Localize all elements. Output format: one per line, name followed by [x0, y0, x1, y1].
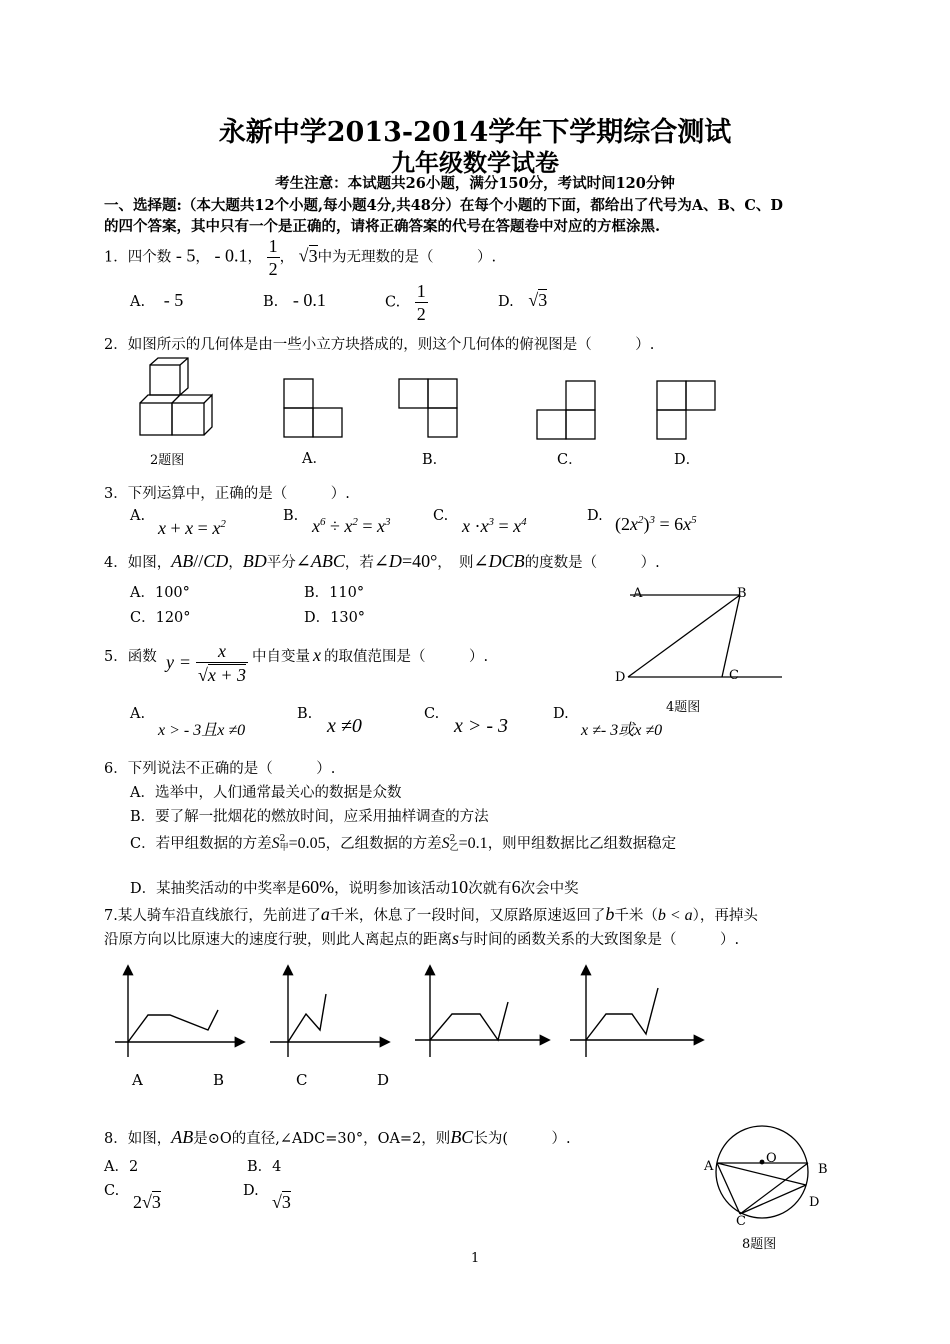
- point-d-label: D: [809, 1195, 820, 1210]
- q5-option-a: x > - 3且x ≠0: [158, 722, 246, 739]
- exam-notice: 考生注意：本试题共26小题，满分150分，考试时间120分钟: [275, 175, 675, 192]
- q5-fraction: x √x + 3: [197, 641, 247, 685]
- q8-option-b: B．4: [247, 1159, 282, 1175]
- question-6: 6．下列说法不正确的是（ ）.: [104, 761, 336, 777]
- point-a-label: A: [704, 1159, 714, 1174]
- q5-option-d-label: D.: [553, 706, 569, 722]
- section-heading-line1: 一、选择题:（本大题共12个小题,每小题4分,共48分）在每个小题的下面，都给出了代号为A、B、C、D: [104, 197, 784, 214]
- q5-option-c: x > - 3: [454, 715, 509, 737]
- question-4: 4．如图，AB//CD，BD平分∠ABC，若∠D=40°， 则∠DCB的度数是（ ）.: [104, 551, 660, 571]
- q2-figure-label: 2题图: [150, 453, 185, 468]
- question-2: 2．如图所示的几何体是由一些小立方块搭成的，则这个几何体的俯视图是（ ）.: [104, 337, 655, 353]
- q2-option-d: D．: [674, 452, 701, 468]
- q8-figure-label: 8题图: [742, 1237, 777, 1252]
- q7-graphs: [110, 962, 710, 1062]
- q6-option-a: A．选举中，人们通常最关心的数据是众数: [130, 785, 402, 801]
- point-o-label: O: [766, 1151, 777, 1166]
- q2-option-d-view: [656, 380, 718, 440]
- q5-y: y: [166, 652, 174, 672]
- q3-option-a-label: A.: [130, 508, 146, 524]
- q3-option-d: $(2x^2)^3 = 6x^5$: [615, 514, 697, 534]
- q3-option-b-label: B.: [283, 508, 299, 524]
- question-7-line2: 沿原方向以比原速大的速度行驶，则此人离起点的距离s与时间的函数关系的大致图象是（ ）.: [104, 928, 740, 948]
- q1-option-d: D. √3: [498, 290, 548, 310]
- q2-option-a: A．: [302, 451, 327, 467]
- q8-option-c: 2√3: [133, 1192, 161, 1212]
- point-c-label: C: [736, 1214, 746, 1229]
- q5-option-d: x ≠- 3或x ≠0: [581, 722, 663, 739]
- q8-option-d: √3: [272, 1192, 291, 1212]
- q1-option-b: B. - 0.1: [263, 290, 326, 310]
- q8-option-c-label: C.: [104, 1183, 120, 1199]
- question-8: 8．如图，AB是⊙O的直径,∠ADC=30°，OA=2，则BC长为( ）.: [104, 1127, 571, 1147]
- q6-option-b: B．要了解一批烟花的燃放时间，应采用抽样调查的方法: [130, 809, 489, 825]
- q5-option-c-label: C.: [424, 706, 440, 722]
- question-7-line1: 7.某人骑车沿直线旅行，先前进了a千米，休息了一段时间，又原路原速返回了b千米（b < a），再掉头: [104, 904, 758, 924]
- point-c-label: C: [729, 668, 739, 683]
- q4-option-a: A．100°: [130, 585, 190, 601]
- q7-label-c: C: [296, 1071, 308, 1089]
- q6-option-d: D．某抽奖活动的中奖率是60%，说明参加该活动10次就有6次会中奖: [130, 877, 579, 897]
- q8-circle-figure: [700, 1110, 830, 1235]
- page-subtitle: 九年级数学试卷: [391, 148, 559, 177]
- page-title: 永新中学2013-2014学年下学期综合测试: [218, 117, 732, 148]
- q2-option-b: B．: [422, 452, 448, 468]
- q1-option-a: A. - 5: [130, 290, 184, 310]
- q7-label-d: D: [377, 1071, 390, 1089]
- sqrt: √3: [298, 245, 318, 266]
- q5-option-a-label: A.: [130, 706, 146, 722]
- q2-option-a-view: [283, 378, 343, 438]
- section-heading-line2: 的四个答案，其中只有一个是正确的，请将正确答案的代号在答题卷中对应的方框涂黑.: [104, 218, 661, 235]
- q4-option-d: D．130°: [304, 610, 366, 626]
- q7-label-b: B: [213, 1071, 225, 1089]
- page-number: 1: [471, 1251, 480, 1266]
- q7-label-a: A: [132, 1071, 143, 1089]
- q5-eq: =: [180, 652, 191, 672]
- q2-solid-figure: [138, 355, 218, 440]
- q5-option-b: x ≠0: [327, 715, 362, 737]
- q3-option-d-label: D.: [587, 508, 603, 524]
- question-3: 3．下列运算中，正确的是（ ）.: [104, 486, 350, 502]
- q5-option-b-label: B.: [297, 706, 313, 722]
- fraction: $\frac{1}{2}$: [268, 236, 278, 279]
- q4-option-c: C．120°: [130, 610, 191, 626]
- q3-option-a: $x + x = x^2$: [158, 518, 226, 538]
- q3-option-c: $x \cdot x^3 = x^4$: [462, 516, 527, 536]
- point-b-label: B: [818, 1162, 828, 1177]
- q1-option-c: C. $\frac{1}{2}$: [385, 281, 426, 324]
- point-d-label: D: [615, 670, 626, 685]
- q3-option-b: $x^6 \div x^2 = x^3$: [312, 516, 391, 536]
- q8-option-a: A．2: [104, 1159, 139, 1175]
- q2-option-c-view: [536, 380, 596, 440]
- question-1: 1．四个数 - 5， - 0.1， $\frac{1}{2}$ ， √3中为无理数的是（ ）.: [104, 236, 497, 279]
- q2-option-c: C．: [557, 452, 583, 468]
- q6-option-c: C．若甲组数据的方差S 2 甲 =0.05，乙组数据的方差S 2 乙 =0.1，则甲组数据比乙组数据稳定: [130, 834, 677, 853]
- q3-option-c-label: C.: [433, 508, 449, 524]
- q8-option-d-label: D.: [243, 1183, 259, 1199]
- point-a-label: A: [633, 586, 643, 601]
- question-5-text: 中自变量 x 的取值范围是（ ）.: [252, 645, 489, 665]
- q4-figure-label: 4题图: [666, 700, 701, 715]
- point-b-label: B: [737, 586, 747, 601]
- q4-option-b: B．110°: [304, 585, 365, 601]
- question-5-prefix: 5．函数: [104, 649, 157, 665]
- q2-option-b-view: [398, 378, 458, 440]
